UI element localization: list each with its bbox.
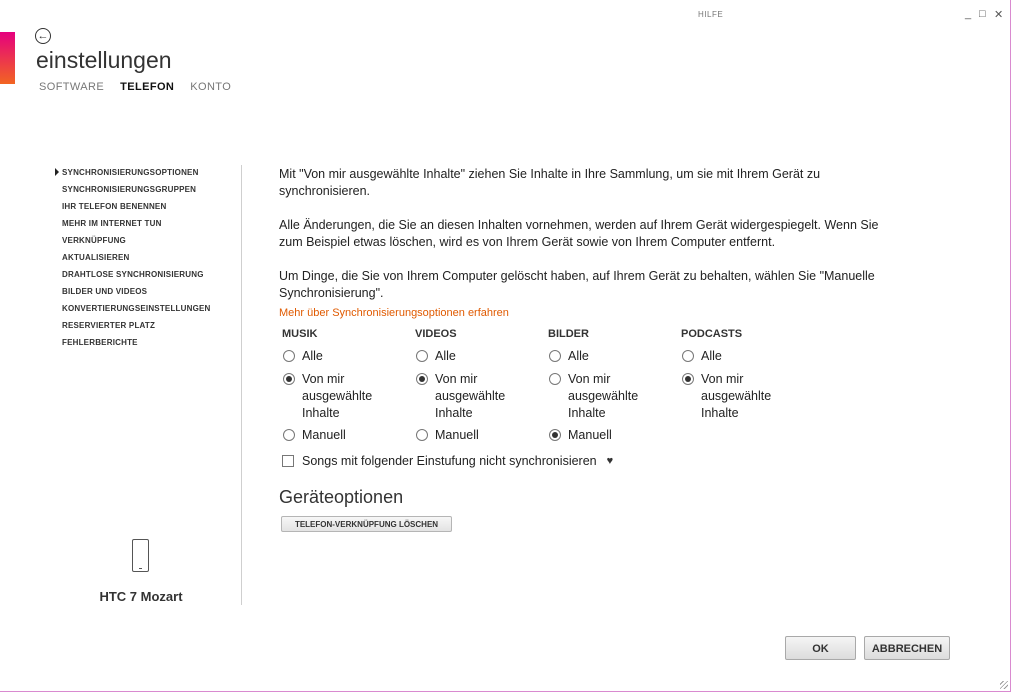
option-label: Manuell — [568, 428, 612, 442]
sidebar-item-verknuepfung[interactable]: VERKNÜPFUNG — [62, 236, 126, 245]
videos-option-all[interactable] — [413, 348, 543, 371]
sidebar-item-mehr-im-internet[interactable]: MEHR IM INTERNET TUN — [62, 219, 162, 228]
option-label: Von mir ausgewählte Inhalte — [435, 372, 506, 420]
music-heading: MUSIK — [282, 328, 318, 340]
sidebar-divider — [241, 165, 242, 605]
phone-icon — [132, 539, 149, 572]
device-name: HTC 7 Mozart — [99, 589, 183, 604]
radio-button[interactable] — [283, 350, 295, 362]
back-arrow-icon[interactable]: ← — [35, 28, 51, 44]
radio-button[interactable] — [283, 373, 295, 385]
rating-exclusion-checkbox[interactable] — [282, 455, 294, 467]
pictures-option-all[interactable] — [546, 348, 676, 371]
music-sync-group — [280, 327, 410, 444]
sidebar-item-bilder-und-videos[interactable]: BILDER UND VIDEOS — [62, 287, 148, 296]
minimize-icon[interactable]: _ — [965, 8, 972, 20]
music-option-all[interactable] — [280, 348, 410, 371]
sidebar-item-telefon-benennen[interactable]: IHR TELEFON BENENNEN — [62, 202, 167, 211]
sidebar-item-fehlerberichte[interactable]: FEHLERBERICHTE — [62, 338, 138, 347]
podcasts-heading: PODCASTS — [681, 328, 743, 340]
podcasts-option-all[interactable] — [679, 348, 809, 371]
sidebar-item-synchronisierungsgruppen[interactable]: SYNCHRONISIERUNGSGRUPPEN — [62, 185, 197, 194]
resize-grip-icon[interactable] — [1000, 681, 1008, 689]
ok-button[interactable]: OK — [785, 636, 856, 660]
radio-button[interactable] — [549, 350, 561, 362]
delete-phone-link-button[interactable]: TELEFON-VERKNÜPFUNG LÖSCHEN — [281, 516, 452, 532]
videos-heading: VIDEOS — [415, 328, 457, 340]
videos-option-selected[interactable] — [413, 371, 543, 427]
radio-button[interactable] — [549, 373, 561, 385]
sidebar-nav — [62, 167, 211, 354]
pictures-heading: BILDER — [548, 328, 589, 340]
option-label: Von mir ausgewählte Inhalte — [568, 372, 639, 420]
tab-konto[interactable]: KONTO — [190, 81, 232, 93]
settings-tabs — [39, 81, 231, 93]
option-label: Alle — [568, 349, 589, 363]
option-label: Von mir ausgewählte Inhalte — [302, 372, 373, 420]
podcasts-sync-group — [679, 327, 809, 427]
pictures-option-selected[interactable] — [546, 371, 676, 427]
option-label: Alle — [701, 349, 722, 363]
radio-button[interactable] — [549, 429, 561, 441]
rating-exclusion-row — [282, 454, 613, 468]
pictures-option-manual[interactable] — [546, 427, 676, 444]
sync-description — [279, 166, 899, 319]
tab-telefon[interactable]: TELEFON — [120, 81, 175, 93]
broken-heart-icon[interactable]: ♥ — [606, 455, 614, 467]
option-label: Manuell — [435, 428, 479, 442]
description-paragraph: Alle Änderungen, die Sie an diesen Inhalten vornehmen, werden auf Ihrem Gerät widergespiegelt. Wenn Sie zum Beispiel etwas löschen, wird es von Ihrem Gerät sowie von Ihrem Computer entfernt. — [279, 218, 879, 249]
device-options-heading: Geräteoptionen — [279, 487, 404, 507]
radio-button[interactable] — [416, 350, 428, 362]
radio-button[interactable] — [682, 350, 694, 362]
option-label: Alle — [435, 349, 456, 363]
sidebar-item-synchronisierungsoptionen[interactable]: SYNCHRONISIERUNGSOPTIONEN — [62, 167, 211, 184]
close-icon[interactable]: ✕ — [994, 9, 1004, 21]
cancel-button[interactable]: ABBRECHEN — [864, 636, 950, 660]
podcasts-option-selected[interactable] — [679, 371, 809, 427]
radio-button[interactable] — [682, 373, 694, 385]
music-option-selected[interactable] — [280, 371, 410, 427]
sidebar-item-reservierter-platz[interactable]: RESERVIERTER PLATZ — [62, 321, 156, 330]
option-label: Manuell — [302, 428, 346, 442]
rating-exclusion-label: Songs mit folgender Einstufung nicht synchronisieren — [302, 454, 597, 468]
tab-software[interactable]: SOFTWARE — [39, 81, 105, 93]
music-option-manual[interactable] — [280, 427, 410, 444]
sidebar-item-aktualisieren[interactable]: AKTUALISIEREN — [62, 253, 130, 262]
radio-button[interactable] — [283, 429, 295, 441]
learn-more-link[interactable]: Mehr über Synchronisierungsoptionen erfahren — [279, 307, 509, 319]
radio-button[interactable] — [416, 429, 428, 441]
videos-option-manual[interactable] — [413, 427, 543, 444]
pictures-sync-group — [546, 327, 676, 444]
option-label: Von mir ausgewählte Inhalte — [701, 372, 772, 420]
radio-button[interactable] — [416, 373, 428, 385]
brand-accent-bar — [0, 32, 15, 84]
videos-sync-group — [413, 327, 543, 444]
maximize-icon[interactable]: □ — [979, 8, 986, 20]
sidebar-item-konvertierungseinstellungen[interactable]: KONVERTIERUNGSEINSTELLUNGEN — [62, 304, 211, 313]
sidebar-item-drahtlose-synchronisierung[interactable]: DRAHTLOSE SYNCHRONISIERUNG — [62, 270, 204, 279]
description-paragraph: Um Dinge, die Sie von Ihrem Computer gelöscht haben, auf Ihrem Gerät zu behalten, wählen Sie "Manuelle Synchronisierung". — [279, 269, 875, 300]
option-label: Alle — [302, 349, 323, 363]
help-link[interactable]: HILFE — [698, 10, 724, 19]
description-paragraph: Mit "Von mir ausgewählte Inhalte" ziehen Sie Inhalte in Ihre Sammlung, um sie mit Ihrem Gerät zu synchronisieren. — [279, 167, 821, 198]
page-title: einstellungen — [36, 47, 172, 73]
